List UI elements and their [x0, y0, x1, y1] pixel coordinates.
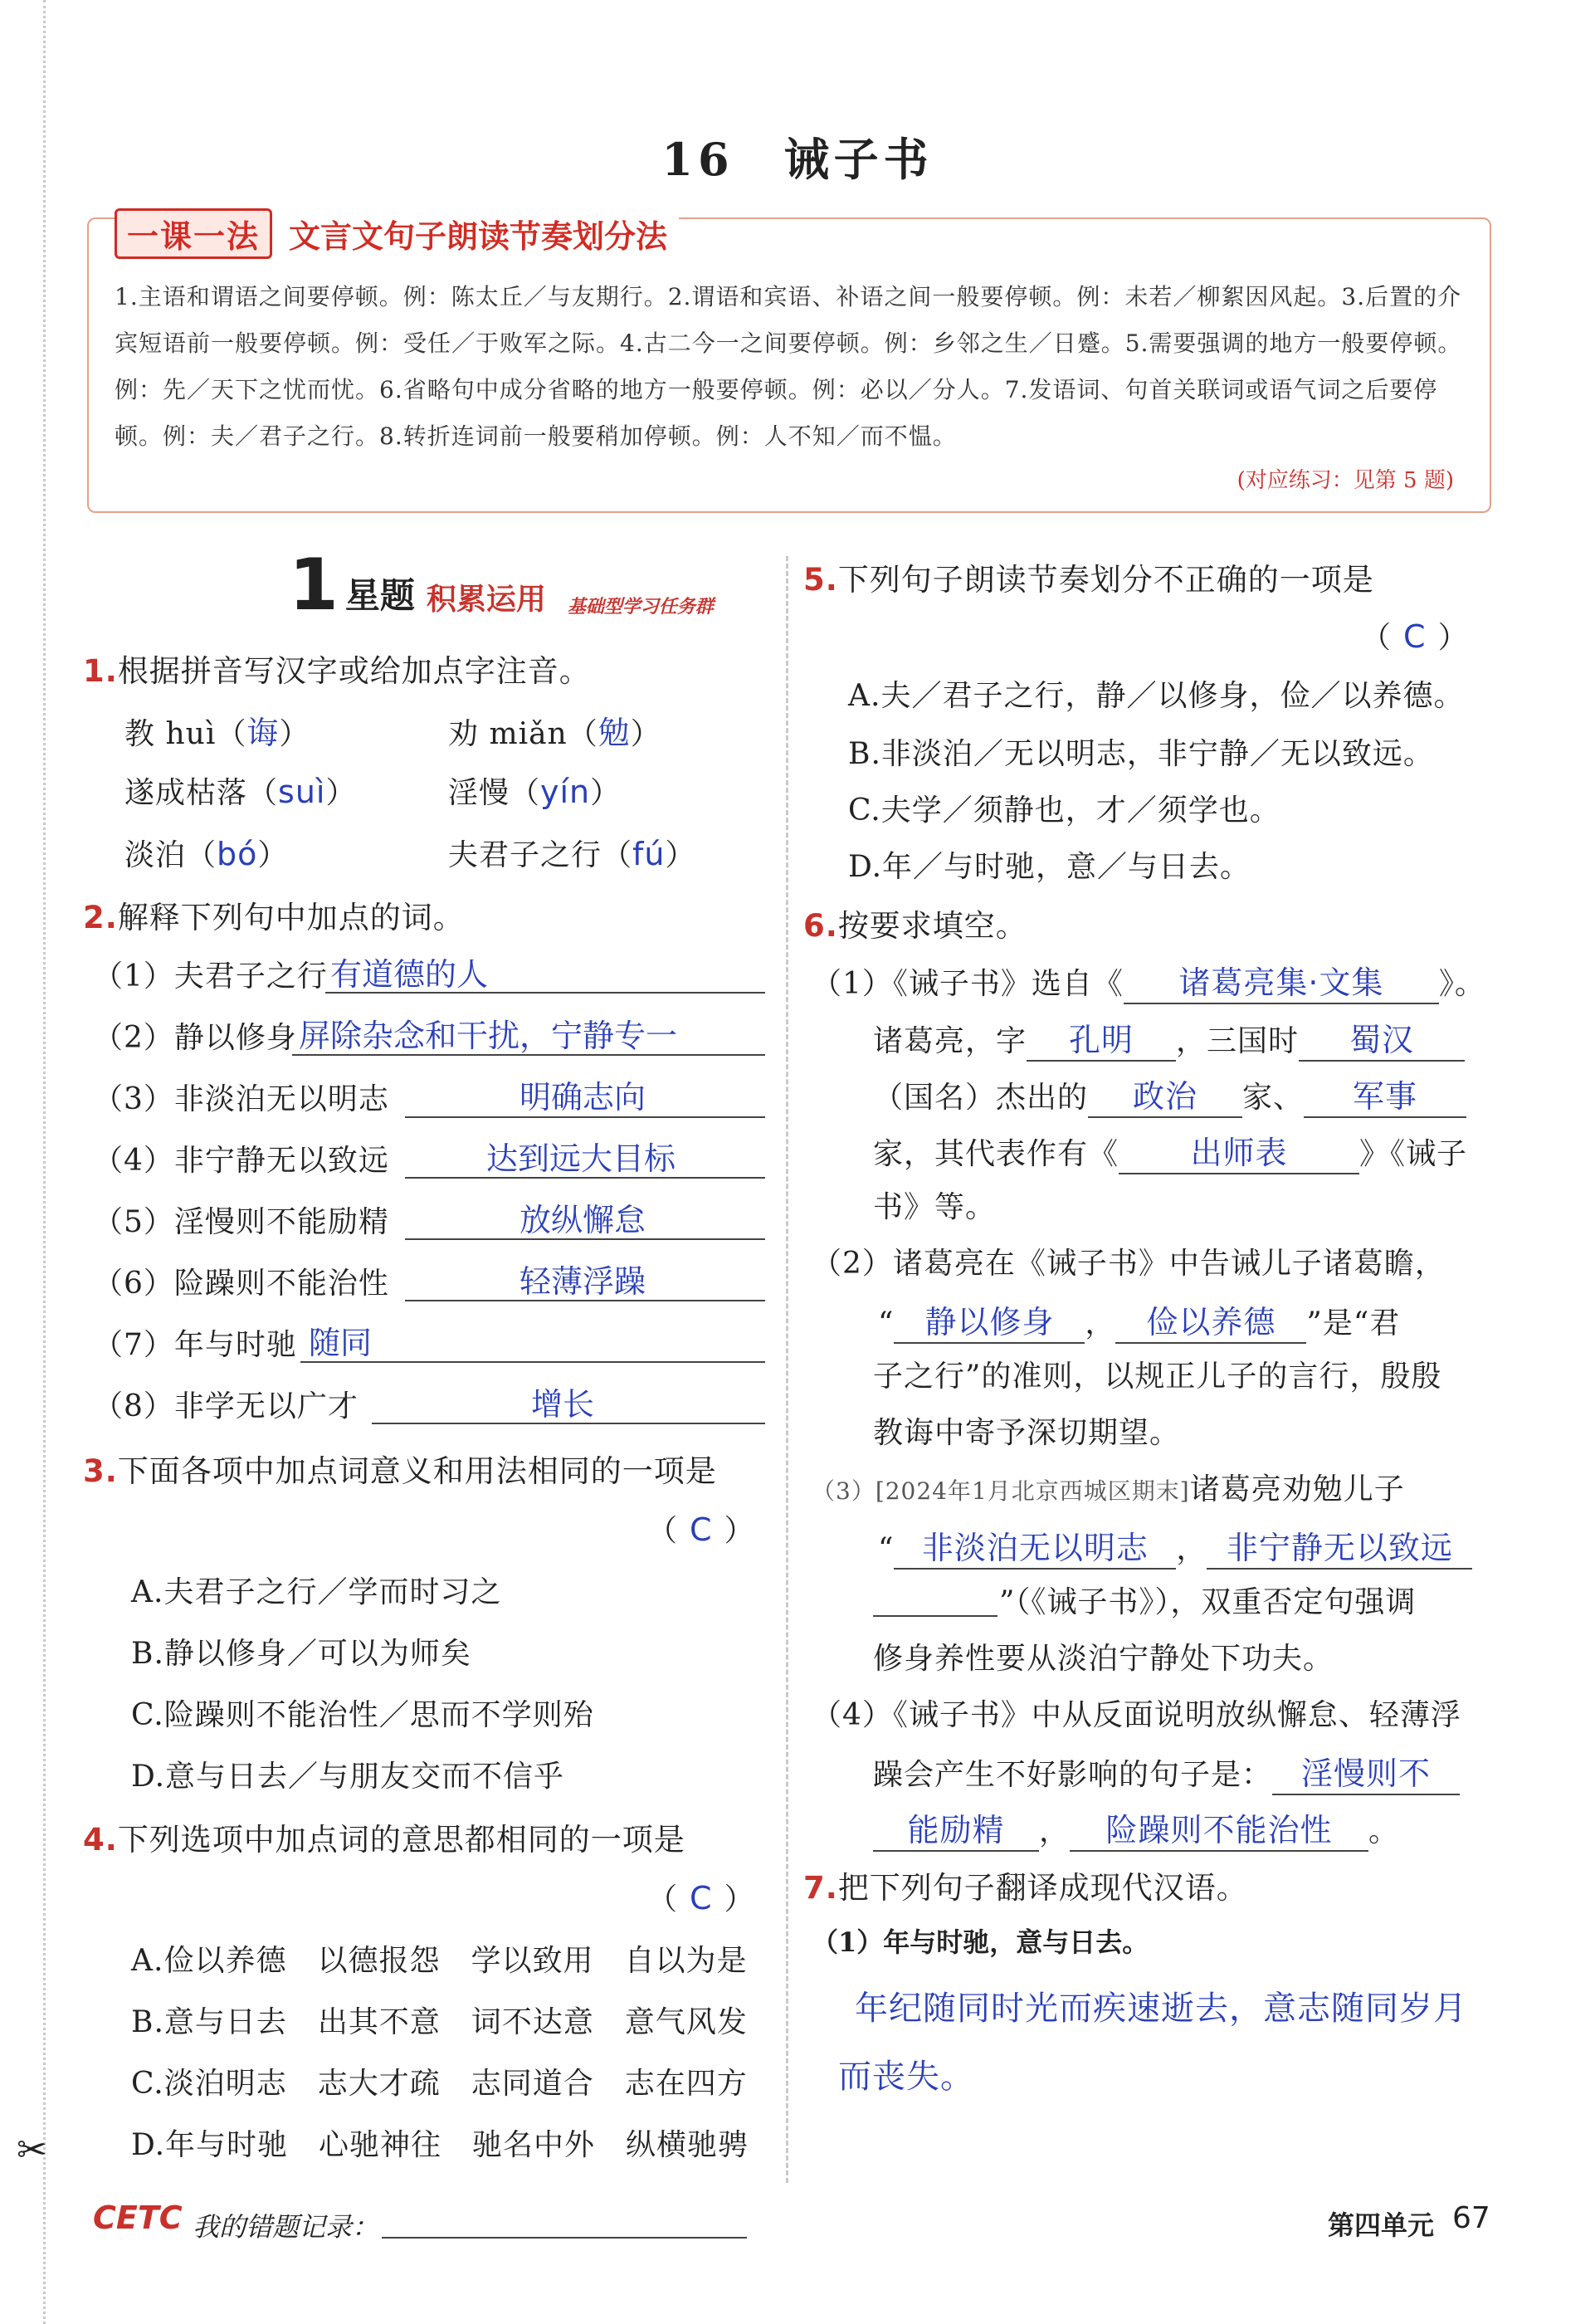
q2-answer-8: 增长 — [531, 1386, 595, 1423]
tip-heading: 文言文句子朗读节奏划分法 — [289, 217, 668, 255]
q6-answer-virtue1: 静以修身 — [894, 1296, 1085, 1344]
q2-item-5: （5）淫慢则不能励精 — [93, 1205, 389, 1239]
q6-part3-line2: “ 非淡泊无以明志 ， 非宁静无以致远 — [878, 1522, 1472, 1570]
q5-option-a[interactable]: A.夫／君子之行，静／以修身，俭／以养德。 — [848, 679, 1465, 713]
q3-option-b[interactable]: B.静以修身／可以为师矣 — [131, 1637, 471, 1671]
q6-answer-sentence-a: 淫慢则不 — [1272, 1748, 1460, 1795]
question-number: 3. — [83, 1453, 118, 1489]
question-1 — [83, 646, 591, 691]
q5-answer: C — [1403, 618, 1427, 655]
brand-logo: CETC — [93, 2200, 183, 2236]
question-4 — [83, 1814, 685, 1859]
margin-dotted-line — [43, 0, 46, 2324]
question-6 — [803, 901, 1027, 945]
q5-option-c[interactable]: C.夫学／须静也，才／须学也。 — [848, 793, 1280, 828]
q6-part3-line4: 修身养性要从淡泊宁静处下功夫。 — [873, 1642, 1334, 1676]
q4-option-a[interactable]: A.俭以养德 以德报怨 学以致用 自以为是 — [131, 1944, 748, 1978]
question-2 — [83, 892, 465, 937]
q2-item-6: （6）险躁则不能治性 — [93, 1267, 389, 1301]
q6-answer-state: 蜀汉 — [1299, 1014, 1465, 1062]
q6-answer-work: 出师表 — [1119, 1127, 1359, 1174]
tip-text: 1.主语和谓语之间要停顿。例：陈太丘／与友期行。2.谓语和宾语、补语之间一般要停顿。例：未若／柳絮因风起。3.后置的介宾短语前一般要停顿。例：受任／于败军之际。4.古二今一之间要停顿。例：乡邻之生／日蹙。5.需要强调的地方一般要停顿。例：先／天下之忧而忧。6.省略句中成分省略的地方一般要停顿。例：必以／分人。7.发语词、句首关联词或语气词之后要停顿。例：夫／君子之行。8.转折连词前一般要稍加停顿。例：人不知／而不愠。 — [115, 283, 1462, 450]
question-3 — [83, 1446, 717, 1491]
q6-part4-line3: 能励精 ， 险躁则不能治性 。 — [873, 1804, 1399, 1852]
section-header — [289, 544, 714, 627]
q2-item-1: （1）夫君子之行 — [93, 959, 328, 994]
q6-answer-quote1: 非淡泊无以明志 — [894, 1522, 1176, 1570]
q2-answer-5: 放纵懈怠 — [519, 1202, 646, 1238]
q6-part2-line1: （2）诸葛亮在《诫子书》中告诫儿子诸葛瞻， — [812, 1247, 1446, 1281]
q2-answer-1: 有道德的人 — [330, 956, 489, 993]
q6-part2-line4: 教诲中寄予深切期望。 — [873, 1416, 1181, 1450]
q6-answer-courtesy-name: 孔明 — [1027, 1014, 1176, 1062]
q6-part1-line4: 家，其代表作有《 出师表 》《诫子 — [873, 1127, 1467, 1174]
q5-option-d[interactable]: D.年／与时驰，意／与日去。 — [848, 850, 1251, 884]
q6-answer-role1: 政治 — [1088, 1071, 1242, 1118]
question-stem: 把下列句子翻译成现代汉语。 — [837, 1870, 1248, 1906]
q4-option-b[interactable]: B.意与日去 出其不意 词不达意 意气风发 — [131, 2005, 748, 2039]
q5-option-b[interactable]: B.非淡泊／无以明志，非宁静／无以致远。 — [848, 737, 1434, 771]
q6-part1-line1: （1）《诫子书》选自《 诸葛亮集·文集 》。 — [812, 957, 1485, 1004]
q6-answer-sentence-b: 能励精 — [873, 1804, 1039, 1852]
question-stem: 解释下列句中加点的词。 — [117, 900, 465, 935]
q7-answer-line1: 年纪随同时光而疾速逝去，意志随同岁月 — [855, 1990, 1467, 2028]
q2-item-8: （8）非学无以广才 — [93, 1389, 359, 1423]
q1-item-6: 夫君子之行（fú） — [448, 836, 696, 872]
q6-answer-role2: 军事 — [1304, 1071, 1466, 1118]
unit-label: 第四单元 — [1328, 2209, 1435, 2241]
q2-item-7: （7）年与时驰 — [93, 1328, 297, 1362]
q3-answer: C — [690, 1511, 713, 1548]
q1-item-5: 淡泊（bó） — [124, 836, 289, 872]
q1-item-1: 教 huì（诲） — [124, 715, 310, 751]
answer: yín — [540, 774, 591, 810]
source-tag: （3）[2024年1月北京西城区期末] — [812, 1477, 1190, 1505]
question-stem: 下列选项中加点词的意思都相同的一项是 — [117, 1822, 685, 1858]
page-number: 67 — [1452, 2201, 1490, 2235]
error-record-line[interactable] — [382, 2237, 747, 2239]
q3-option-c[interactable]: C.险躁则不能治性／思而不学则殆 — [131, 1698, 594, 1732]
section-star-label: 星题 — [344, 575, 415, 616]
q1-item-2: 劝 miǎn（勉） — [448, 715, 661, 751]
q3-answer-bracket: （ C ） — [647, 1511, 755, 1548]
q2-answer-3: 明确志向 — [519, 1079, 646, 1116]
q2-answer-6: 轻薄浮躁 — [519, 1263, 646, 1300]
answer: fú — [632, 836, 666, 872]
question-number: 5. — [803, 562, 838, 598]
question-5 — [803, 554, 1374, 599]
q7-answer-line2: 而丧失。 — [838, 2058, 974, 2096]
q2-answer-7: 随同 — [309, 1325, 373, 1361]
q6-part1-line5: 书》等。 — [873, 1190, 997, 1224]
q2-answer-4: 达到远大目标 — [486, 1140, 676, 1177]
q5-answer-bracket: （ C ） — [1361, 618, 1469, 655]
q6-answer-quote2: 非宁静无以致远 — [1207, 1522, 1472, 1570]
section-tag: 基础型学习任务群 — [567, 597, 714, 618]
q6-part3-line1: （3）[2024年1月北京西城区期末]诸葛亮劝勉儿子 — [812, 1472, 1405, 1506]
question-number: 2. — [83, 900, 118, 935]
q4-answer-bracket: （ C ） — [647, 1880, 755, 1916]
question-stem: 按要求填空。 — [837, 908, 1027, 944]
q2-answer-2: 屏除杂念和干扰，宁静专一 — [299, 1018, 678, 1054]
question-number: 4. — [83, 1822, 118, 1858]
q6-part4-line1: （4）《诫子书》中从反面说明放纵懈怠、轻薄浮 — [812, 1698, 1461, 1732]
q6-part2-line3: 子之行”的准则，以规正儿子的言行，殷殷 — [873, 1360, 1442, 1394]
answer: 勉 — [598, 715, 631, 751]
q6-part3-line3: ”（《诫子书》），双重否定句强调 — [999, 1585, 1417, 1619]
q3-option-a[interactable]: A.夫君子之行／学而时习之 — [131, 1575, 502, 1609]
q4-option-c[interactable]: C.淡泊明志 志大才疏 志同道合 志在四方 — [131, 2067, 748, 2101]
answer-line — [873, 1615, 997, 1617]
q6-answer-virtue2: 俭以养德 — [1115, 1296, 1306, 1344]
q6-part1-line3: （国名）杰出的 政治 家、 军事 — [873, 1071, 1466, 1118]
error-record-label: 我的错题记录： — [193, 2211, 379, 2243]
answer: 诲 — [246, 715, 280, 751]
q6-part4-line2: 躁会产生不好影响的句子是： 淫慢则不 — [873, 1748, 1460, 1795]
q3-option-d[interactable]: D.意与日去／与朋友交而不信乎 — [131, 1760, 565, 1794]
q6-part2-line2: “ 静以修身 ， 俭以养德 ”是“君 — [878, 1296, 1400, 1344]
answer: suì — [278, 774, 326, 810]
page-title: 16 诫子书 — [661, 133, 934, 186]
q2-item-4: （4）非宁静无以致远 — [93, 1144, 389, 1178]
q6-answer-sentence-c: 险躁则不能治性 — [1070, 1804, 1368, 1852]
scissors-icon: ✂ — [17, 2129, 47, 2171]
q6-part1-line2: 诸葛亮，字 孔明 ，三国时 蜀汉 — [873, 1014, 1465, 1062]
q4-answer: C — [690, 1880, 713, 1916]
q1-item-3: 遂成枯落（suì） — [124, 774, 357, 810]
q2-item-2: （2）静以修身 — [93, 1021, 297, 1055]
question-number: 7. — [803, 1870, 838, 1906]
question-stem: 下列句子朗读节奏划分不正确的一项是 — [837, 562, 1374, 598]
q4-option-d[interactable]: D.年与时驰 心驰神往 驰名中外 纵横驰骋 — [131, 2128, 749, 2162]
q1-item-4: 淫慢（yín） — [448, 774, 622, 810]
q2-item-3: （3）非淡泊无以明志 — [93, 1082, 389, 1116]
tip-reference: (对应练习：见第 5 题) — [1236, 468, 1454, 493]
tip-header — [115, 208, 679, 259]
section-number: 1 — [289, 544, 339, 627]
section-subtitle: 积累运用 — [426, 583, 546, 617]
q7-sentence: （1）年与时驰，意与日去。 — [812, 1926, 1149, 1958]
answer: bó — [217, 836, 258, 872]
question-stem: 下面各项中加点词意义和用法相同的一项是 — [117, 1453, 717, 1489]
column-divider — [786, 556, 788, 2183]
tip-badge: 一课一法 — [115, 208, 272, 259]
question-number: 1. — [83, 653, 118, 689]
question-stem: 根据拼音写汉字或给加点字注音。 — [117, 653, 591, 689]
question-7 — [803, 1863, 1248, 1907]
question-number: 6. — [803, 908, 838, 944]
q6-answer-collection: 诸葛亮集·文集 — [1124, 957, 1439, 1004]
